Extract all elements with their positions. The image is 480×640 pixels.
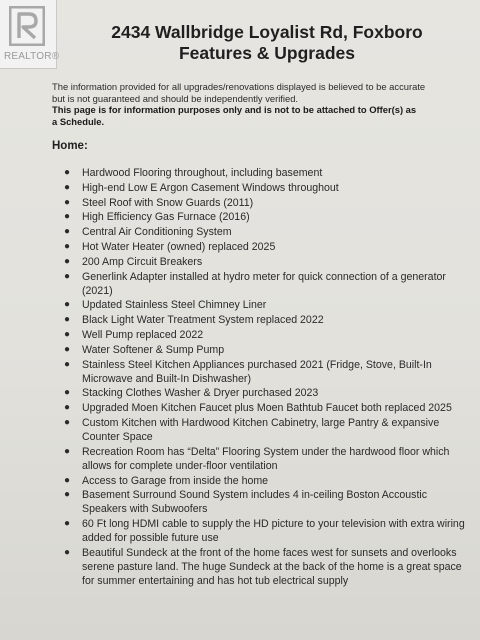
- feature-item: ● Upgraded Moen Kitchen Faucet plus Moen Bathtub Faucet both replaced 2025: [64, 402, 452, 415]
- bullet-icon: ●: [64, 518, 71, 530]
- feature-item: ● Hot Water Heater (owned) replaced 2025: [64, 240, 276, 253]
- realtor-watermark-text: REALTOR®: [4, 51, 60, 62]
- section-heading-home: Home:: [52, 140, 88, 152]
- feature-item: ● Basement Surround Sound System includes 4 in-ceiling Boston Accoustic Speakers with Subwoofers: [64, 489, 428, 516]
- disclaimer-line-3: This page is for information purposes only and is not to be attached to Offer(s) as: [52, 104, 417, 115]
- realtor-logo: [0, 0, 60, 69]
- bullet-icon: ●: [64, 167, 71, 178]
- bullet-icon: ●: [64, 343, 71, 355]
- bullet-icon: ●: [64, 489, 71, 501]
- feature-item: ● Generlink Adapter installed at hydro meter for quick connection of a generator (2021): [64, 270, 446, 297]
- feature-item: ● Black Light Water Treatment System replaced 2022: [64, 314, 324, 327]
- title-address: 2434 Wallbridge Loyalist Rd, Foxboro: [111, 22, 423, 42]
- bullet-icon: ●: [64, 546, 71, 558]
- bullet-icon: ●: [64, 416, 71, 428]
- feature-item: ● Well Pump replaced 2022: [64, 328, 204, 341]
- feature-item: ● Stainless Steel Kitchen Appliances purchased 2021 (Fridge, Stove, Built-In Microwave and Built-In Dishwasher): [64, 358, 432, 385]
- feature-item: ● Water Softener & Sump Pump: [64, 343, 225, 356]
- feature-item: ● Updated Stainless Steel Chimney Liner: [64, 299, 267, 312]
- bullet-icon: ●: [64, 299, 71, 311]
- bullet-icon: ●: [64, 474, 71, 486]
- bullet-icon: ●: [64, 211, 71, 223]
- feature-item: ● 200 Amp Circuit Breakers: [64, 255, 203, 268]
- bullet-icon: ●: [64, 402, 71, 414]
- bullet-icon: ●: [64, 445, 71, 457]
- feature-item: ● Custom Kitchen with Hardwood Kitchen Cabinetry, large Pantry & expansive Counter Space: [64, 416, 440, 443]
- feature-item: ● High-end Low E Argon Casement Windows throughout: [64, 181, 339, 194]
- bullet-icon: ●: [64, 196, 71, 208]
- feature-item: ● Recreation Room has “Delta” Flooring System under the hardwood floor which allows for complete under-floor ventilation: [64, 445, 450, 472]
- page-title: [62, 22, 472, 64]
- bullet-icon: ●: [64, 181, 71, 193]
- bullet-icon: ●: [64, 240, 71, 252]
- feature-item: ● Beautiful Sundeck at the front of the home faces west for sunsets and overlooks serene pasture land. The huge Sundeck at the back of the home is a great space for summer entertaining and has hot tub electrical supply: [64, 546, 462, 587]
- bullet-icon: ●: [64, 314, 71, 326]
- bullet-icon: ●: [64, 255, 71, 267]
- feature-item: ● Stacking Clothes Washer & Dryer purchased 2023: [64, 387, 319, 400]
- disclaimer-line-4: a Schedule.: [52, 115, 105, 127]
- disclaimer: [52, 81, 472, 127]
- feature-item: ● Hardwood Flooring throughout, including basement: [64, 167, 323, 179]
- title-subtitle: Features & Upgrades: [178, 43, 356, 63]
- bullet-icon: ●: [64, 270, 71, 282]
- features-list: [62, 166, 466, 589]
- bullet-icon: ●: [64, 226, 71, 238]
- feature-item: ● Access to Garage from inside the home: [64, 474, 269, 487]
- disclaimer-line-1: The information provided for all upgrades/renovations displayed is believed to be accurate: [52, 81, 426, 92]
- feature-item: ● Steel Roof with Snow Guards (2011): [64, 196, 254, 209]
- disclaimer-line-2: but is not guaranteed and should be independently verified.: [52, 92, 299, 104]
- realtor-r-icon: [9, 6, 45, 46]
- bullet-icon: ●: [64, 387, 71, 399]
- feature-item: ● High Efficiency Gas Furnace (2016): [64, 211, 250, 224]
- bullet-icon: ●: [64, 328, 71, 340]
- feature-item: ● Central Air Conditioning System: [64, 226, 232, 239]
- feature-item: ● 60 Ft long HDMI cable to supply the HD picture to your television with extra wiring added for possible future use: [64, 518, 465, 545]
- bullet-icon: ●: [64, 358, 71, 370]
